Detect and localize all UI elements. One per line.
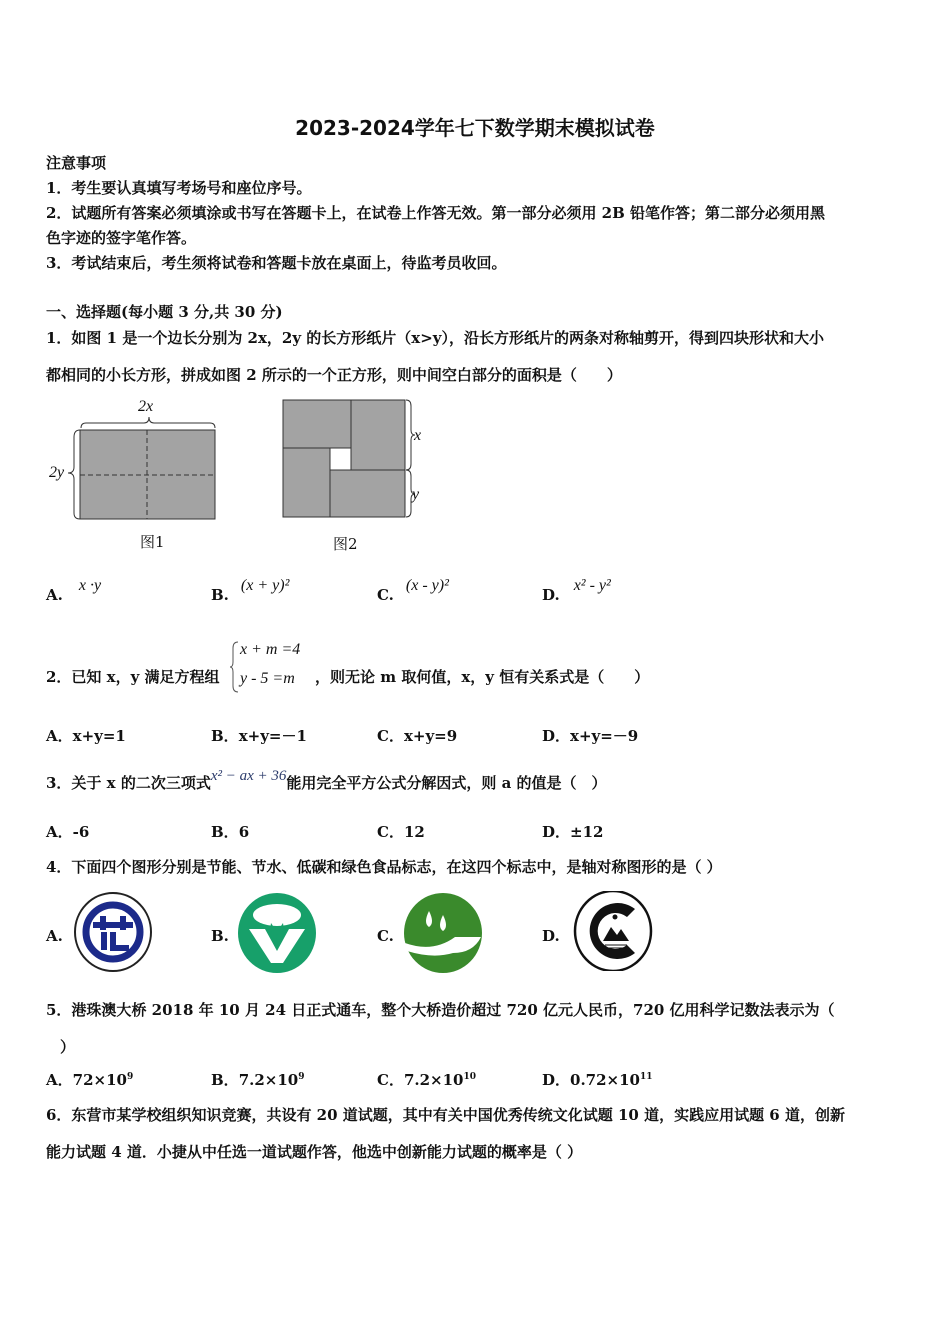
q3-option-d[interactable] [542, 821, 603, 842]
option-value: -6 [72, 823, 90, 841]
notice-heading: 注意事项 [46, 154, 107, 172]
q6-text: 6．东营市某学校组织知识竞赛，共设有 20 道试题，其中有关中国优秀传统文化试题 10 道，实践应用试题 6 道，创新 [46, 1106, 845, 1124]
option-value: 12 [403, 823, 425, 841]
option-value: x+y=－1 [238, 727, 307, 745]
q2-option-b[interactable] [211, 725, 307, 746]
option-letter: C． [377, 727, 404, 745]
option-letter: D． [542, 727, 571, 745]
notice-item: 色字迹的签字笔作答。 [46, 229, 197, 247]
q5-option-c[interactable] [377, 1069, 476, 1090]
option-value: x+y=－9 [570, 727, 639, 745]
option-letter: D． [542, 1071, 571, 1089]
option-letter: B． [211, 1071, 239, 1089]
option-value: 7.2×10 [238, 1071, 299, 1089]
option-value: x+y=9 [403, 727, 458, 745]
fig1-left-label: 2y [49, 464, 65, 481]
option-letter: B. [211, 586, 229, 604]
q5-option-a[interactable] [46, 1069, 133, 1090]
q3-option-b[interactable] [211, 821, 249, 842]
q2-equation-2: y - 5 =m [240, 670, 295, 687]
q3-text-pre: 3．关于 x 的二次三项式 [46, 774, 211, 792]
q5-option-d[interactable] [542, 1069, 653, 1090]
q2-text-post: ，则无论 m 取何值，x，y 恒有关系式是（ ） [315, 668, 650, 686]
option-letter: C. [377, 586, 394, 604]
option-letter: A. [46, 586, 63, 604]
fig1-caption: 图1 [140, 533, 165, 551]
q4-option-a[interactable]: A. [46, 927, 63, 945]
q5-option-b[interactable] [211, 1069, 305, 1090]
q1-text: 都相同的小长方形，拼成如图 2 所示的一个正方形，则中间空白部分的面积是（ ） [46, 366, 622, 384]
section-heading: 一、选择题(每小题 3 分,共 30 分) [46, 303, 283, 321]
q1-text: 1．如图 1 是一个边长分别为 2x，2y 的长方形纸片（x>y），沿长方形纸片的两条对称轴剪开，得到四块形状和大小 [46, 329, 825, 347]
option-value: 72×10 [72, 1071, 127, 1089]
notice-item: 1．考生要认真填写考场号和座位序号。 [46, 179, 312, 197]
q3-text [46, 768, 607, 793]
option-value: 7.2×10 [403, 1071, 464, 1089]
fig2-caption: 图2 [333, 535, 358, 553]
q4-text: 4．下面四个图形分别是节能、节水、低碳和绿色食品标志，在这四个标志中，是轴对称图形的是（ ） [46, 858, 722, 876]
option-letter: A． [46, 823, 73, 841]
green-food-logo-icon [237, 893, 317, 973]
q2-text-pre: 2．已知 x，y 满足方程组 [46, 668, 220, 686]
option-value: (x - y)² [405, 577, 449, 594]
q1-option-d[interactable] [542, 577, 611, 605]
option-letter: D. [542, 586, 560, 604]
q2-option-a[interactable] [46, 725, 126, 746]
option-exponent: 9 [298, 1072, 305, 1082]
energy-saving-logo-icon [73, 892, 153, 972]
option-letter: C． [377, 1071, 404, 1089]
option-letter: B． [211, 727, 239, 745]
option-value: x+y=1 [72, 727, 126, 745]
option-value: (x + y)² [240, 577, 290, 594]
option-letter: A． [46, 727, 73, 745]
q2-option-d[interactable] [542, 725, 638, 746]
option-letter: D． [542, 823, 571, 841]
option-value: 0.72×10 [570, 1071, 640, 1089]
q4-option-d[interactable]: D. [542, 927, 560, 945]
q2-option-c[interactable] [377, 725, 457, 746]
notice-item: 3．考试结束后，考生须将试卷和答题卡放在桌面上，待监考员收回。 [46, 254, 507, 272]
figure-2 [280, 396, 420, 521]
fig2-x-label: x [414, 427, 422, 444]
figure-1 [40, 395, 230, 560]
fig1-top-label: 2x [138, 398, 154, 415]
option-value: x ·y [78, 577, 102, 594]
q1-option-a[interactable] [46, 577, 102, 605]
brace-icon [230, 640, 240, 694]
q3-option-a[interactable] [46, 821, 89, 842]
q1-option-b[interactable] [211, 577, 290, 605]
option-value: 6 [238, 823, 250, 841]
q6-text: 能力试题 4 道．小捷从中任选一道试题作答，他选中创新能力试题的概率是（ ） [46, 1143, 583, 1161]
option-exponent: 9 [126, 1072, 134, 1082]
page-title: 2023-2024学年七下数学期末模拟试卷 [295, 116, 655, 140]
q3-expression: x² − ax + 36 [210, 768, 287, 784]
option-letter: B． [211, 823, 239, 841]
option-letter: A． [46, 1071, 73, 1089]
q1-option-c[interactable] [377, 577, 449, 605]
fig2-y-label: y [412, 486, 420, 503]
option-exponent: 11 [640, 1072, 653, 1082]
notice-item: 2．试题所有答案必须填涂或书写在答题卡上，在试卷上作答无效。第一部分必须用 2B 铅笔作答；第二部分必须用黑 [46, 204, 826, 222]
option-value: ±12 [570, 823, 604, 841]
option-letter: C． [377, 823, 404, 841]
q3-text-post: 能用完全平方公式分解因式，则 a 的值是（ ） [286, 774, 607, 792]
q3-option-c[interactable] [377, 821, 425, 842]
water-saving-logo-icon [403, 893, 483, 973]
q4-option-b[interactable]: B. [211, 927, 229, 945]
low-carbon-logo-icon [573, 891, 653, 971]
q5-text: 5．港珠澳大桥 2018 年 10 月 24 日正式通车，整个大桥造价超过 720 亿元人民币，720 亿用科学记数法表示为（ [46, 1001, 835, 1019]
option-exponent: 10 [463, 1072, 477, 1082]
option-value: x² - y² [573, 577, 611, 594]
q4-option-c[interactable]: C. [377, 927, 394, 945]
q2-equation-1: x + m =4 [240, 641, 301, 658]
q5-text: ） [60, 1038, 76, 1056]
